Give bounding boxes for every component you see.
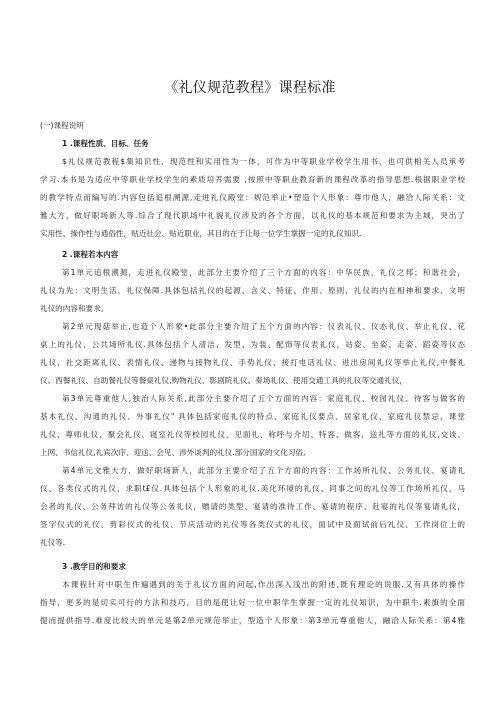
subsection-heading: 1 .课程性质、目标、任务 bbox=[62, 139, 149, 148]
paragraph-line: 会者的礼仪、公务拜访的礼仪等公务礼仪，赠请的类型、宴请的准待工作、宴请的程序、赴宴的礼仪等宴请礼仪， bbox=[40, 502, 465, 511]
paragraph-line: 提而提供指导.难度比较大的单元是第2单元规范举止，型造个人形象：第3单元尊重他人，融洽人际关系：第4雅 bbox=[40, 616, 465, 625]
paragraph-line: 第1单元追根溯源，走进礼仪殿堂，此部分主要介绍了三个方面的内容：中华民族，礼仪之邦；和谐社会， bbox=[62, 268, 465, 277]
paragraph-line: 签字仪式的礼仪、剪彩仪式的礼仪、节庆活动的礼仪等各类仪式的礼仪，面试中及面试前后礼仪、工作岗位上的 bbox=[40, 520, 465, 529]
paragraph-line: 礼仪等. bbox=[40, 538, 66, 547]
paragraph-line: 第3单元尊重他人,独治人际关系,此部分主要介绍了五个方面的内容：家庭礼仪、校园礼仪、待客与做客的 bbox=[62, 394, 465, 403]
paragraph-line: 第4单元文雅大方，做好职场新人，此部分主要介绍了五个方面的内容：工作场所礼仪、公务礼仪、宴请礼 bbox=[62, 466, 465, 475]
section-heading: (一)课程说明 bbox=[40, 121, 84, 130]
subsection-heading: 3 .教学目的和要求 bbox=[62, 562, 126, 571]
subsection-heading: 2 .课程若本内容 bbox=[62, 250, 119, 259]
paragraph-line: 第2单元现菇举止,也造个人形象•此部分主要介绍了五个方面的内容：仪表礼仪、仪态礼仪、举止礼仪、花 bbox=[62, 322, 465, 331]
paragraph-line: $礼仪规范教程$集知识性、现范性和实用性为一体，可作为中等职业学校学生用书，也可供相关人员承考 bbox=[62, 157, 465, 166]
paragraph-line: 指导，更多的是切实可行的方法和技巧，目的是使让好一位中职学生掌握一定的礼仪知识，为中职牛.素旗的全面 bbox=[40, 598, 465, 607]
paragraph-line: 仪、各类仪式的礼仪、求职t£仪.具体包括个人形象的礼仪.美化环境的礼仪、同事之间的礼仪等工作场所礼仪，马 bbox=[40, 484, 465, 493]
paragraph-line: 礼仪、尊师礼仪、聚会礼仪、寝室礼仪等校园礼仪，见面礼、称呼与介绍、特客、做客、送礼等方面的礼仪,交谈、 bbox=[40, 430, 465, 439]
document-title: 《礼仪规范教程》课程标准 bbox=[164, 80, 336, 96]
paragraph-line: 礼仪的内容和要求。 bbox=[40, 304, 109, 313]
paragraph-line: 基本礼仪、沟通的礼仪、外事礼仪" 具体包括家庭礼仪的特点、家庭礼仪要点、居家礼仪、家庭礼仪禁忌，课堂 bbox=[40, 412, 465, 421]
paragraph-line: 礼仪为先：文明生活，礼仪保障.具体包括礼仪的起源、含义、特征、作用、原则，礼仪的内在相神和要求、文明 bbox=[40, 286, 465, 295]
paragraph-line: 实用性、操作性与通俗性，贴近社会、贴近职业，其目的在于让每一位学生掌握一定的礼仪知识. bbox=[40, 229, 362, 238]
paragraph-line: 仪、西餐礼仪、自助餐礼仪等餐桌礼仪,购物礼仪、影剧院礼仪、奏场礼仪、使用交通工具的礼仪等交通礼仪， bbox=[40, 376, 407, 385]
paragraph-line: 礼仪，社交距离礼仪、表情礼仪、递物与接物礼仪、手势礼仪、接打电话礼仪、进出房间礼仪等举止礼仪,中餐礼 bbox=[40, 358, 465, 367]
paragraph-line: 桌上的礼仪、公共场所礼仪.具体包括个人清洁、发型、为装、配饰等仪表礼仪，站姿、坐姿、走姿、蹈姿等仪态 bbox=[40, 340, 465, 349]
paragraph-line: 的教学特点而编写的.内容包括追根溯源,走进礼仪殿堂：规范举止•塑造个人形象：尊巾他人，融洽人际关系：文 bbox=[40, 193, 465, 202]
paragraph-line: 本课程针对中职生件遍遇到的关于礼仪方面的问起,作出深入浅出的附述,既有理论的说服.又有具体的操作 bbox=[62, 580, 465, 589]
paragraph-line: 学习.本书是为适应中等职业学校学生的素质培养需要 ,按照中等职业教育新的课程改革的指导思想.根据职业学校 bbox=[40, 175, 465, 184]
paragraph-line: 雅大方，做好职场新人等.综合了现代职场中礼貌礼仪涉及的各个方面，以礼仪的基本规范和要求为主城，突出了 bbox=[40, 211, 465, 220]
paragraph-line: 上网、书信礼仪,礼宾次序、迎送、会见、涉外谈判的礼仪.部分国家的文化习俗, bbox=[40, 448, 306, 457]
